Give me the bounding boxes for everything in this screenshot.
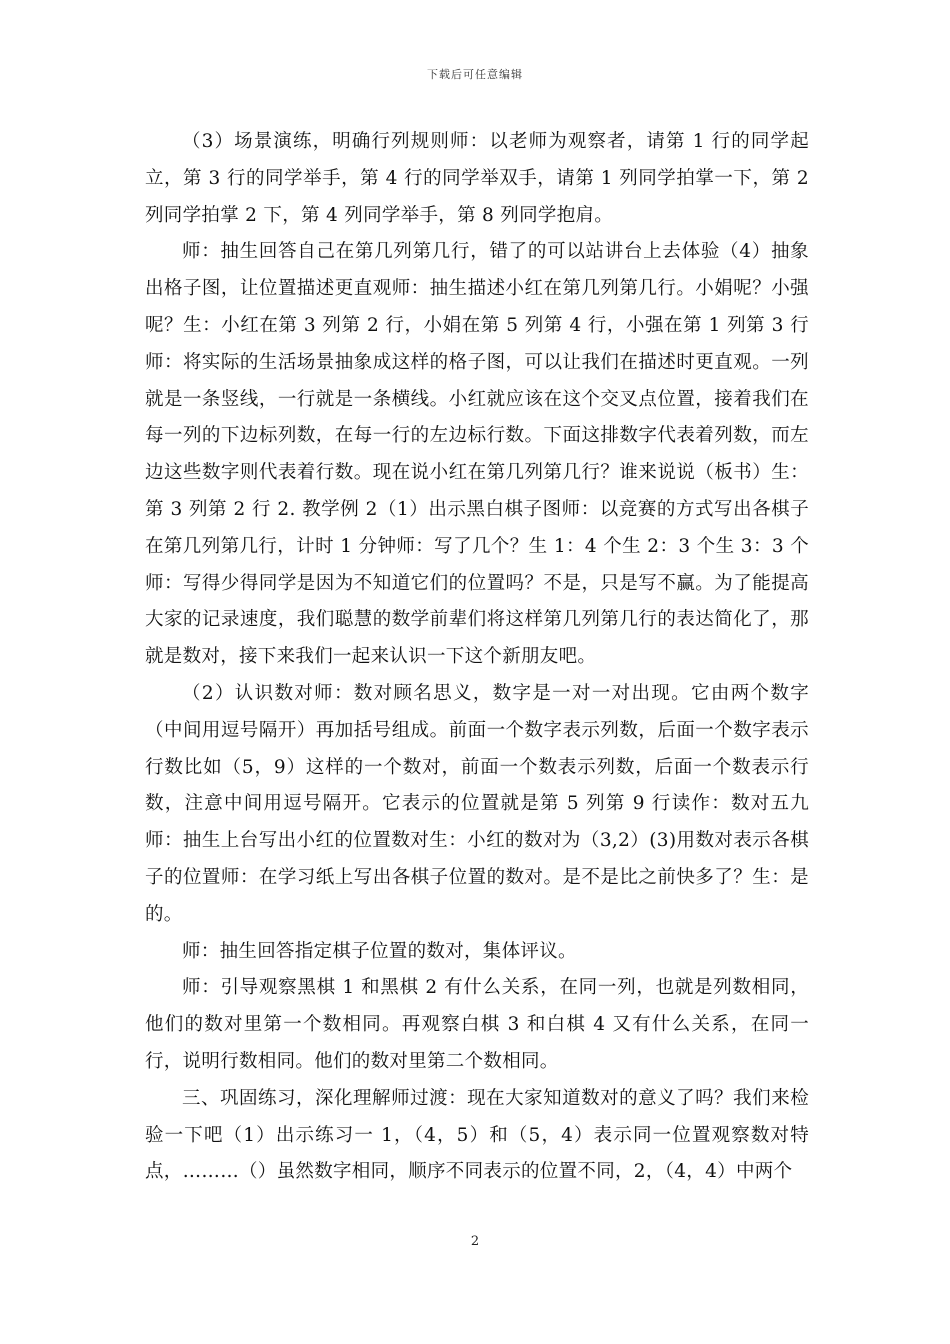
paragraph-answer-review: 师：抽生回答指定棋子位置的数对，集体评议。	[182, 940, 577, 962]
paragraph-scene-practice: （3）场景演练，明确行列规则师：以老师为观察者，请第 1 行的同学起立，第 3 行的同学举手，第 4 行的同学举双手，请第 1 列同学拍掌一下，第 2 列同学拍掌 2 下，第 4 列同学举手，第 8 列同学抱肩。	[145, 131, 809, 226]
page-header: 下载后可任意编辑	[427, 68, 523, 81]
paragraph-observe-relationship: 师：引导观察黑棋 1 和黑棋 2 有什么关系，在同一列，也就是列数相同，他们的数对里第一个数相同。再观察白棋 3 和白棋 4 又有什么关系，在同一行，说明行数相同。他们的数对里第二个数相同。	[145, 977, 809, 1072]
paragraph-number-pair-intro: （2）认识数对师：数对顾名思义，数字是一对一对出现。它由两个数字（中间用逗号隔开）再加括号组成。前面一个数字表示列数，后面一个数字表示行数比如（5，9）这样的一个数对，前面一个数表示列数，后面一个数表示行数，注意中间用逗号隔开。它表示的位置就是第 5 列第 9 行读作：数对五九师：抽生上台写出小红的位置数对生：小红的数对为（3,2）(3)用数对表示各棋子的位置师：在学习纸上写出各棋子位置的数对。是不是比之前快多了？生：是的。	[145, 682, 809, 925]
paragraph-grid-abstraction: 师：抽生回答自己在第几列第几行，错了的可以站讲台上去体验（4）抽象出格子图，让位置描述更直观师：抽生描述小红在第几列第几行。小娟呢？小强呢？生：小红在第 3 列第 2 行，小娟在第 5 列第 4 行，小强在第 1 列第 3 行师：将实际的生活场景抽象成这样的格子图，可以让我们在描述时更直观。一列就是一条竖线，一行就是一条横线。小红就应该在这个交叉点位置，接着我们在每一列的下边标列数，在每一行的左边标行数。下面这排数字代表着列数，而左边这些数字则代表着行数。现在说小红在第几列第几行？谁来说说（板书）生：第 3 列第 2 行 2. 教学例 2（1）出示黑白棋子图师：以竞赛的方式写出各棋子在第几列第几行，计时 1 分钟师：写了几个？生 1：4 个生 2：3 个生 3：3 个师：写得少得同学是因为不知道它们的位置吗？不是，只是写不赢。为了能提高大家的记录速度，我们聪慧的数学前辈们将这样第几列第几行的表达简化了，那就是数对，接下来我们一起来认识一下这个新朋友吧。	[145, 241, 809, 668]
document-body	[145, 124, 809, 1191]
page-number: 2	[470, 1234, 480, 1249]
paragraph-consolidation-practice: 三、巩固练习，深化理解师过渡：现在大家知道数对的意义了吗？我们来检验一下吧（1）出示练习一 1，（4，5）和（5，4）表示同一位置观察数对特点，………（）虽然数字相同，顺序不同表示的位置不同，2，（4，4）中两个	[145, 1087, 809, 1183]
